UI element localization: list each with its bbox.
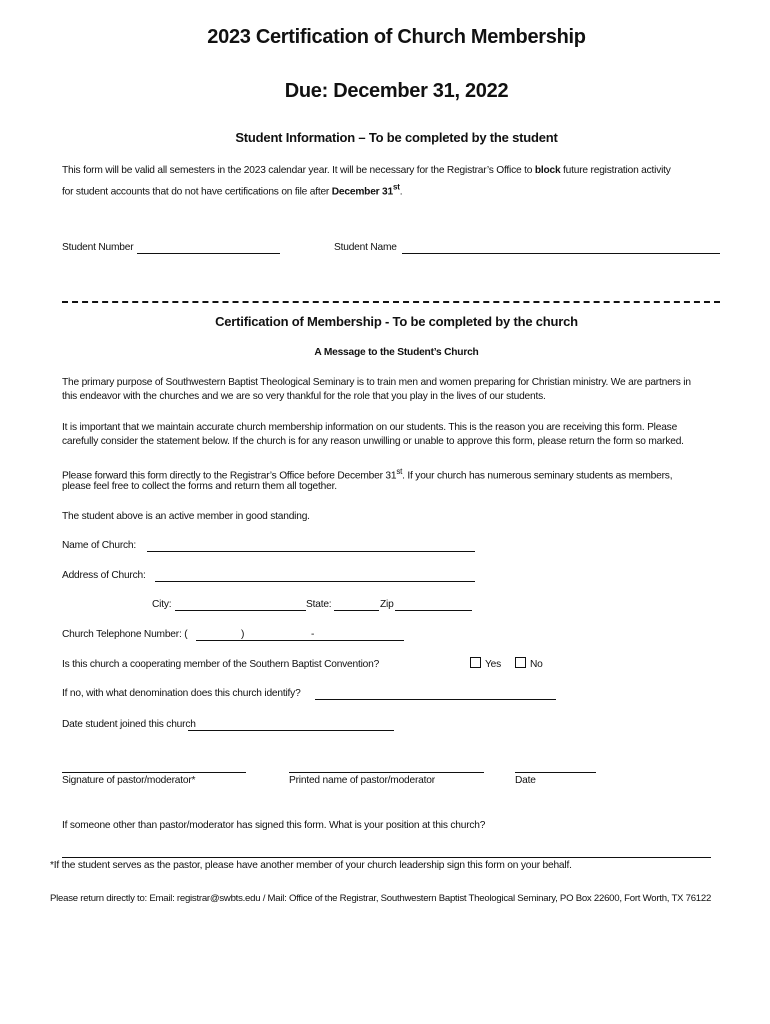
date-joined-label: Date student joined this church (62, 719, 196, 730)
forward-paragraph-line2: please feel free to collect the forms and return them all together. (62, 481, 337, 492)
church-name-field[interactable] (147, 551, 475, 552)
student-name-field[interactable] (402, 253, 720, 254)
city-label: City: (152, 599, 172, 610)
church-message-subheading: A Message to the Student’s Church (314, 347, 479, 358)
accuracy-paragraph-line1: It is important that we maintain accurate church membership information on our students. This is the reason you are receiving this form. Please (62, 422, 678, 433)
signature-label: Signature of pastor/moderator* (62, 775, 196, 786)
church-address-label: Address of Church: (62, 570, 146, 581)
due-date: Due: December 31, 2022 (284, 80, 509, 102)
church-address-field[interactable] (155, 581, 475, 582)
denomination-field[interactable] (315, 699, 556, 700)
accuracy-paragraph-line2: carefully consider the statement below. If the church is for any reason unwilling or unable to approve this form, please return the form so marked. (62, 436, 684, 447)
city-field[interactable] (175, 610, 306, 611)
sbc-question: Is this church a cooperating member of the Southern Baptist Convention? (62, 659, 380, 670)
purpose-paragraph-line1: The primary purpose of Southwestern Baptist Theological Seminary is to train men and women preparing for Christian ministry. We are partners in (62, 377, 691, 388)
state-label: State: (306, 599, 332, 610)
student-name-label: Student Name (334, 242, 397, 253)
student-info-paragraph-line2: for student accounts that do not have certifications on file after December 31st. (62, 183, 403, 198)
zip-field[interactable] (395, 610, 472, 611)
student-number-label: Student Number (62, 242, 134, 253)
state-field[interactable] (334, 610, 379, 611)
purpose-paragraph-line2: this endeavor with the churches and we are so very thankful for the role that you play in the lives of our students. (62, 391, 546, 402)
zip-label: Zip (380, 599, 394, 610)
student-section-heading: Student Information – To be completed by the student (235, 130, 558, 145)
phone-area-close: ) (241, 629, 245, 640)
member-statement: The student above is an active member in good standing. (62, 511, 310, 522)
no-checkbox[interactable] (515, 657, 526, 668)
phone-dash: - (311, 629, 315, 640)
sbc-no-option[interactable]: No (515, 657, 543, 672)
phone-label: Church Telephone Number: ( (62, 629, 188, 640)
phone-field[interactable] (196, 640, 404, 641)
position-question: If someone other than pastor/moderator has signed this form. What is your position at this church? (62, 820, 486, 831)
church-section-heading: Certification of Membership - To be completed by the church (215, 314, 578, 329)
date-label: Date (515, 775, 536, 786)
return-instructions: Please return directly to: Email: registrar@swbts.edu / Mail: Office of the Registrar, Southwestern Baptist Theological Seminary, PO Box 22600, Fort Worth, TX 76122 (50, 893, 712, 904)
student-info-paragraph-line1: This form will be valid all semesters in the 2023 calendar year. It will be necessary for the Registrar’s Office to block future registration activity (62, 165, 671, 176)
church-name-label: Name of Church: (62, 540, 137, 551)
cut-line-divider (62, 301, 720, 303)
form-title: 2023 Certification of Church Membership (207, 26, 586, 48)
sbc-yes-option[interactable]: Yes (470, 657, 501, 672)
date-joined-field[interactable] (188, 730, 394, 731)
forward-paragraph-line1: Please forward this form directly to the Registrar’s Office before December 31st. If your church has numerous seminary students as members, (62, 467, 673, 482)
printed-name-label: Printed name of pastor/moderator (289, 775, 435, 786)
denomination-question: If no, with what denomination does this church identify? (62, 688, 301, 699)
student-number-field[interactable] (137, 253, 280, 254)
yes-checkbox[interactable] (470, 657, 481, 668)
pastor-footnote: *If the student serves as the pastor, please have another member of your church leadership sign this form on your behalf. (50, 860, 572, 871)
